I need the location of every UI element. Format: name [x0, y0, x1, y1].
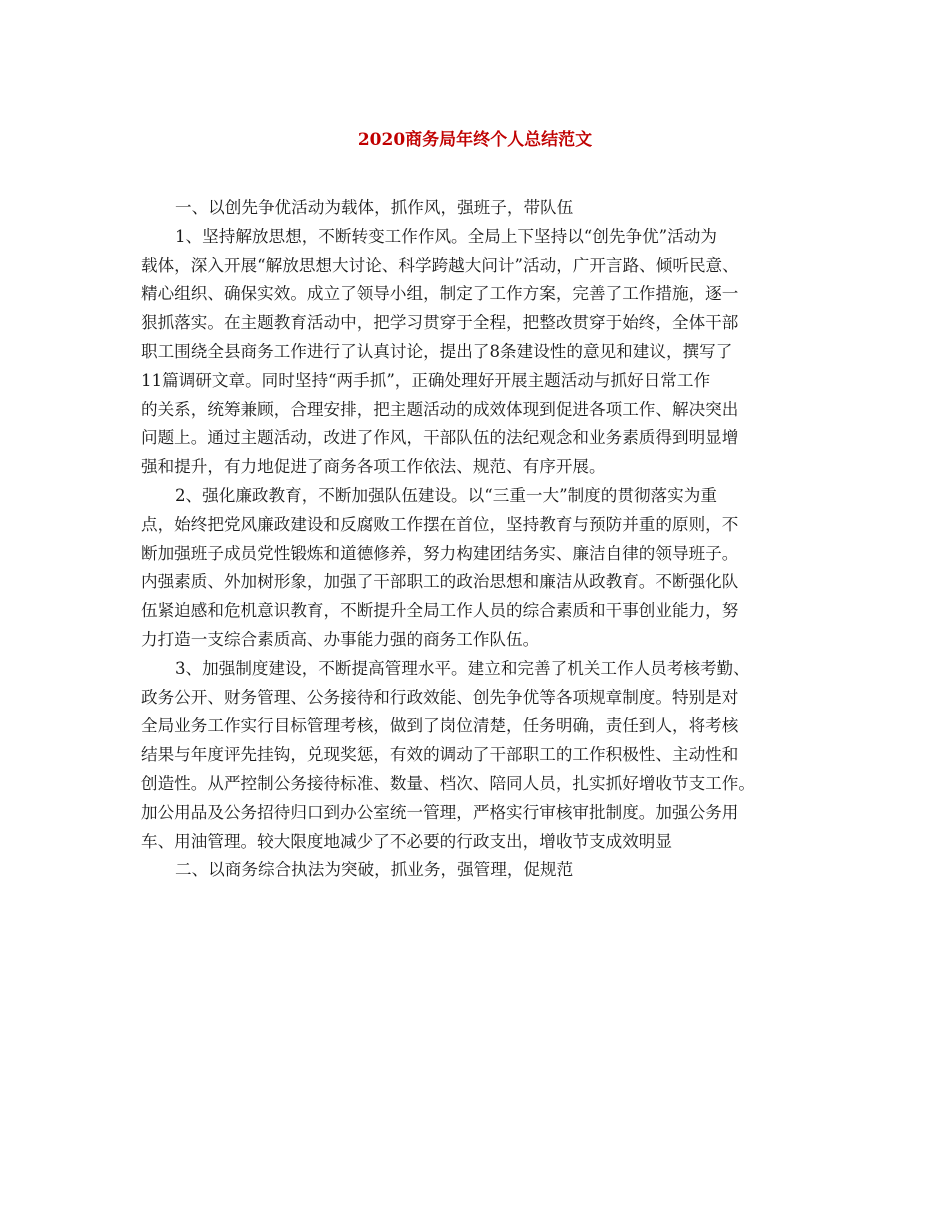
text-line: 狠抓落实。在主题教育活动中，把学习贯穿于全程，把整改贯穿于始终，全体干部 — [141, 313, 739, 333]
body-paragraph — [141, 482, 831, 655]
text-line: 结果与年度评先挂钩，兑现奖惩，有效的调动了干部职工的工作积极性、主动性和 — [141, 745, 739, 765]
text-line: 强和提升，有力地促进了商务各项工作依法、规范、有序开展。 — [141, 457, 606, 477]
text-line: 的关系，统筹兼顾，合理安排，把主题活动的成效体现到促进各项工作、解决突出 — [141, 399, 739, 419]
text-line: 11篇调研文章。同时坚持“两手抓”，正确处理好开展主题活动与抓好日常工作 — [141, 370, 711, 390]
document-title: 2020商务局年终个人总结范文 — [357, 130, 593, 150]
body-paragraph — [141, 655, 831, 857]
text-line: 1、坚持解放思想，不断转变工作作风。全局上下坚持以“创先争优”活动为 — [175, 226, 717, 246]
text-line: 创造性。从严控制公务接待标准、数量、档次、陪同人员，扎实抓好增收节支工作。 — [141, 773, 755, 793]
text-line: 伍紧迫感和危机意识教育，不断提升全局工作人员的综合素质和干事创业能力，努 — [141, 601, 739, 621]
text-line: 精心组织、确保实效。成立了领导小组，制定了工作方案，完善了工作措施，逐一 — [141, 284, 739, 304]
text-line: 断加强班子成员党性锻炼和道德修养，努力构建团结务实、廉洁自律的领导班子。 — [141, 543, 739, 563]
text-line: 3、加强制度建设，不断提高管理水平。建立和完善了机关工作人员考核考勤、 — [175, 658, 750, 678]
text-line: 一、以创先争优活动为载体，抓作风，强班子，带队伍 — [175, 198, 574, 217]
text-line: 全局业务工作实行目标管理考核，做到了岗位清楚，任务明确，责任到人，将考核 — [141, 716, 739, 736]
body-paragraph — [141, 223, 831, 482]
text-line: 问题上。通过主题活动，改进了作风，干部队伍的法纪观念和业务素质得到明显增 — [141, 428, 739, 448]
document-body — [141, 194, 831, 885]
text-line: 二、以商务综合执法为突破，抓业务，强管理，促规范 — [175, 860, 574, 880]
text-line: 职工围绕全县商务工作进行了认真讨论，提出了8条建设性的意见和建议，撰写了 — [141, 341, 733, 361]
text-line: 点，始终把党风廉政建设和反腐败工作摆在首位，坚持教育与预防并重的原则，不 — [141, 514, 739, 534]
text-line: 2、强化廉政教育，不断加强队伍建设。以“三重一大”制度的贯彻落实为重 — [175, 485, 717, 505]
text-line: 内强素质、外加树形象，加强了干部职工的政治思想和廉洁从政教育。不断强化队 — [141, 572, 739, 592]
text-line: 加公用品及公务招待归口到办公室统一管理，严格实行审核审批制度。加强公务用 — [141, 802, 739, 822]
text-line: 力打造一支综合素质高、办事能力强的商务工作队伍。 — [141, 629, 540, 649]
section-heading — [141, 856, 831, 885]
text-line: 车、用油管理。较大限度地减少了不必要的行政支出，增收节支成效明显 — [141, 831, 672, 851]
text-line: 政务公开、财务管理、公务接待和行政效能、创先争优等各项规章制度。特别是对 — [141, 687, 739, 707]
section-heading — [141, 194, 831, 223]
text-line: 载体，深入开展“解放思想大讨论、科学跨越大问计”活动，广开言路、倾听民意、 — [141, 255, 739, 275]
